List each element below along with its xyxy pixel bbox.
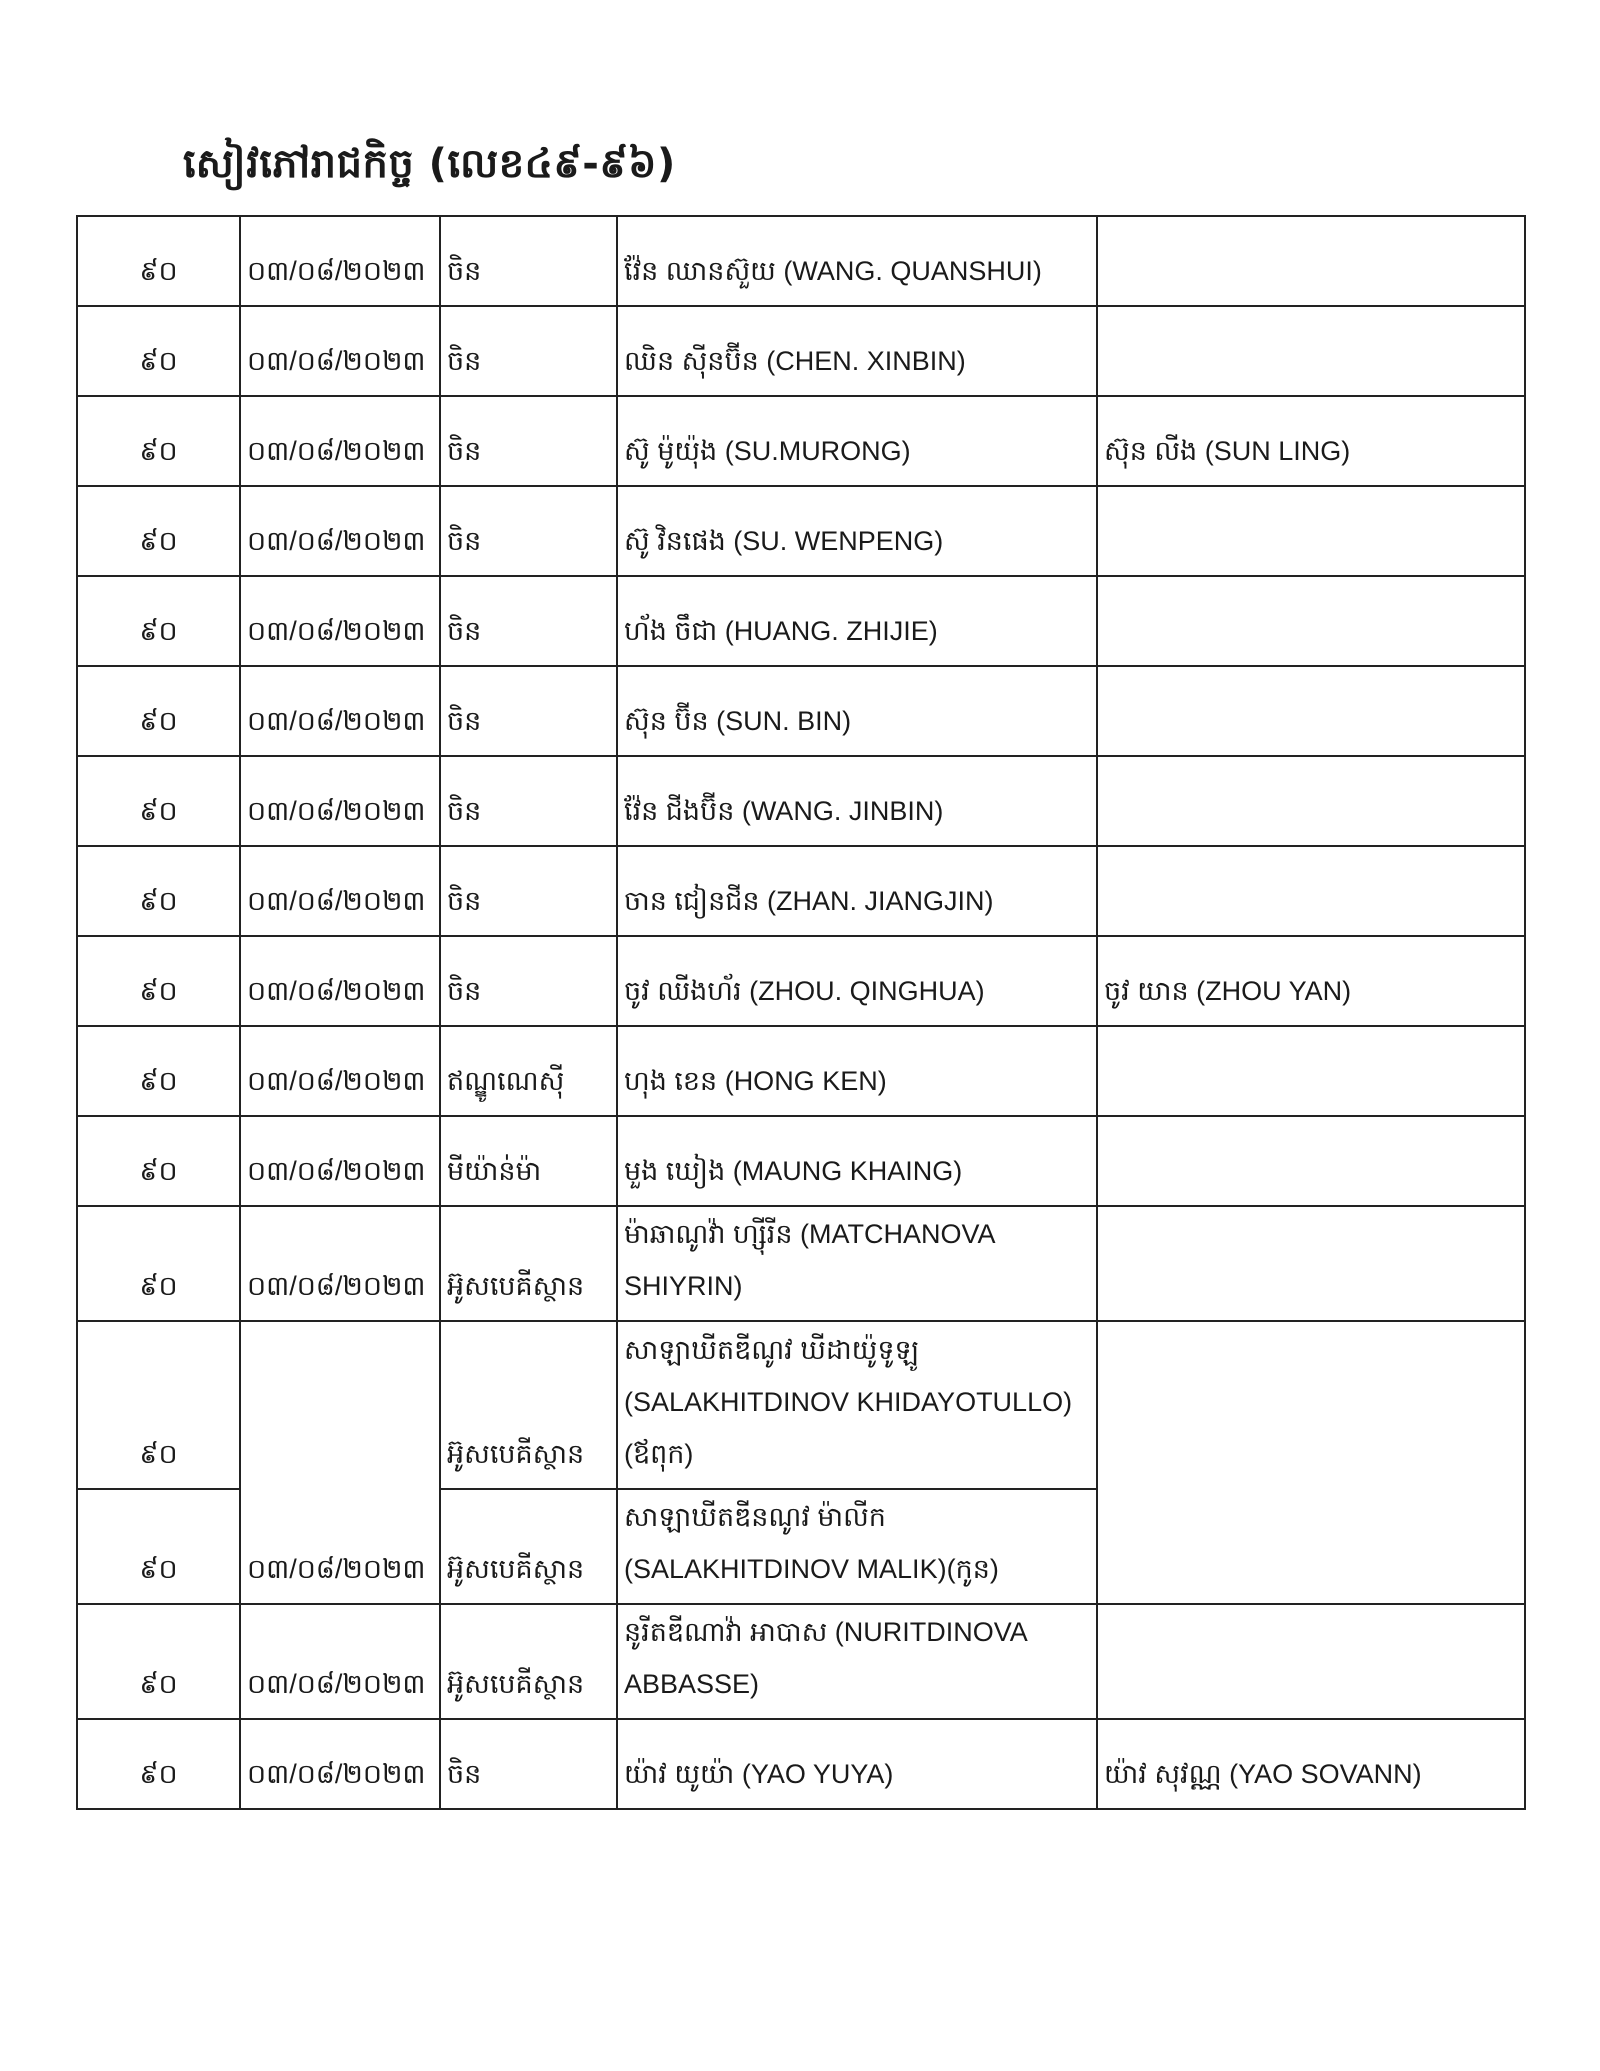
table-row [77,1116,1525,1206]
cell-nationality: ចិន [440,756,617,846]
cell-name: ស៊ូ ម៉ូយ៉ុង (SU.MURONG) [617,396,1097,486]
cell-alt-name [1097,1026,1525,1116]
cell-date: ០៣/០៨/២០២៣ [240,576,440,666]
table-row [77,666,1525,756]
cell-number: ៩០ [77,1206,240,1321]
cell-name: ហុង ខេន (HONG KEN) [617,1026,1097,1116]
cell-number: ៩០ [77,936,240,1026]
cell-date: ០៣/០៨/២០២៣ [240,1604,440,1719]
cell-nationality: ចិន [440,936,617,1026]
table-row [77,1321,1525,1489]
cell-nationality: ចិន [440,396,617,486]
cell-number: ៩០ [77,216,240,306]
table-row [77,396,1525,486]
page-title: សៀវភៅរាជកិច្ច (លេខ៤៩-៩៦) [183,141,676,187]
cell-name: ស៊ុន ប៊ីន (SUN. BIN) [617,666,1097,756]
cell-date: ០៣/០៨/២០២៣ [240,666,440,756]
cell-nationality: ចិន [440,576,617,666]
cell-nationality: ចិន [440,216,617,306]
cell-alt-name [1097,846,1525,936]
cell-number: ៩០ [77,306,240,396]
cell-date-merged: ០៣/០៨/២០២៣ [240,1321,440,1604]
cell-number: ៩០ [77,1489,240,1604]
cell-name: វ៉ែន ឈានស៊ួយ (WANG. QUANSHUI) [617,216,1097,306]
cell-alt-name-merged [1097,1321,1525,1604]
cell-alt-name: ចូវ យាន (ZHOU YAN) [1097,936,1525,1026]
cell-nationality: ចិន [440,486,617,576]
cell-alt-name [1097,1604,1525,1719]
cell-nationality: ចិន [440,1719,617,1809]
registry-table [76,215,1526,1810]
cell-date: ០៣/០៨/២០២៣ [240,846,440,936]
cell-number: ៩០ [77,576,240,666]
cell-name: សាឡាឃីតឌីណូវ ឃីដាយ៉ូទូឡូ (SALAKHITDINOV KHIDAYOTULLO) (ឪពុក) [617,1321,1097,1489]
cell-name: ម៉ាឆាណូវ៉ា ហ្ស៊ីរីន (MATCHANOVA SHIYRIN) [617,1206,1097,1321]
cell-date: ០៣/០៨/២០២៣ [240,216,440,306]
cell-nationality: ចិន [440,846,617,936]
table-row [77,846,1525,936]
cell-alt-name [1097,666,1525,756]
cell-number: ៩០ [77,1026,240,1116]
cell-alt-name [1097,1116,1525,1206]
table-row [77,1604,1525,1719]
cell-nationality: ចិន [440,666,617,756]
cell-number: ៩០ [77,756,240,846]
cell-number: ៩០ [77,846,240,936]
cell-nationality: មីយ៉ាន់ម៉ា [440,1116,617,1206]
cell-number: ៩០ [77,1321,240,1489]
cell-alt-name [1097,216,1525,306]
table-row [77,1026,1525,1116]
table-row [77,1719,1525,1809]
cell-number: ៩០ [77,486,240,576]
cell-nationality: អ៊ូសបេគីស្ថាន [440,1321,617,1489]
cell-date: ០៣/០៨/២០២៣ [240,306,440,396]
cell-nationality: អ៊ូសបេគីស្ថាន [440,1604,617,1719]
table-row [77,486,1525,576]
cell-name: យ៉ាវ យូយ៉ា (YAO YUYA) [617,1719,1097,1809]
cell-alt-name: យ៉ាវ សុវណ្ណ (YAO SOVANN) [1097,1719,1525,1809]
cell-name: ចាន ជៀនជីន (ZHAN. JIANGJIN) [617,846,1097,936]
cell-nationality: អ៊ូសបេគីស្ថាន [440,1489,617,1604]
table-row [77,936,1525,1026]
cell-date: ០៣/០៨/២០២៣ [240,936,440,1026]
cell-date: ០៣/០៨/២០២៣ [240,1206,440,1321]
table-row [77,756,1525,846]
cell-date: ០៣/០៨/២០២៣ [240,1026,440,1116]
cell-number: ៩០ [77,1719,240,1809]
cell-alt-name [1097,1206,1525,1321]
cell-number: ៩០ [77,1116,240,1206]
cell-alt-name [1097,306,1525,396]
cell-name: វ៉ែន ជីងប៊ីន (WANG. JINBIN) [617,756,1097,846]
cell-name: សាឡាឃីតឌីនណូវ ម៉ាលីក (SALAKHITDINOV MALIK)(កូន) [617,1489,1097,1604]
cell-nationality: ចិន [440,306,617,396]
cell-name: ចូវ ឈីងហ័រ (ZHOU. QINGHUA) [617,936,1097,1026]
cell-number: ៩០ [77,666,240,756]
cell-nationality: ឥណ្ឌូណេស៊ី [440,1026,617,1116]
table-row [77,306,1525,396]
cell-name: ស៊ូ វិនផេង (SU. WENPENG) [617,486,1097,576]
cell-date: ០៣/០៨/២០២៣ [240,486,440,576]
cell-alt-name [1097,576,1525,666]
cell-name: ហ័ង ចឹជា (HUANG. ZHIJIE) [617,576,1097,666]
table-row [77,576,1525,666]
table-row [77,1206,1525,1321]
cell-nationality: អ៊ូសបេគីស្ថាន [440,1206,617,1321]
cell-date: ០៣/០៨/២០២៣ [240,1719,440,1809]
cell-date: ០៣/០៨/២០២៣ [240,756,440,846]
cell-number: ៩០ [77,1604,240,1719]
cell-date: ០៣/០៨/២០២៣ [240,396,440,486]
cell-alt-name: ស៊ុន លីង (SUN LING) [1097,396,1525,486]
cell-alt-name [1097,756,1525,846]
cell-number: ៩០ [77,396,240,486]
cell-alt-name [1097,486,1525,576]
table-row [77,216,1525,306]
cell-name: ឈិន ស៊ីនប៊ីន (CHEN. XINBIN) [617,306,1097,396]
cell-name: នូរីតឌីណាវ៉ា អាបាស (NURITDINOVA ABBASSE) [617,1604,1097,1719]
cell-date: ០៣/០៨/២០២៣ [240,1116,440,1206]
cell-name: មួង ឃៀង (MAUNG KHAING) [617,1116,1097,1206]
